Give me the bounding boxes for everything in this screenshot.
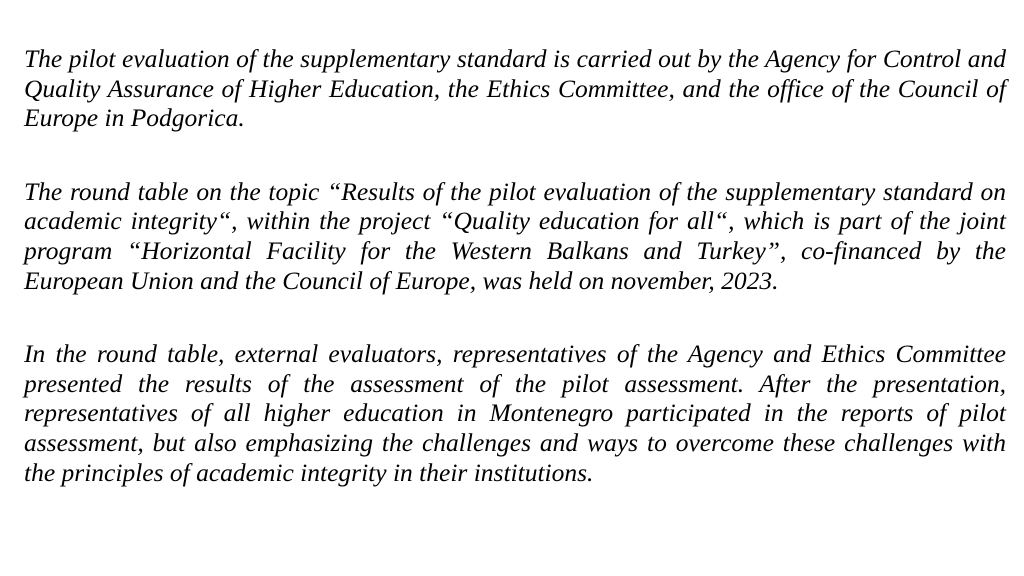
paragraph-round-table-topic: The round table on the topic “Results of the pilot evaluation of the supplementary standard on academic integrity“, within the project “Quality education for all“, which is part of the joint program “Horizontal Facility for the Western Balkans and Turkey”, co-financed by the European Union and the Council of Europe, was held on november, 2023. (24, 176, 1006, 295)
document-body (24, 44, 1006, 487)
paragraph-round-table-results: In the round table, external evaluators, representatives of the Agency and Ethics Committee presented the results of the assessment of the pilot assessment. After the presentation, representatives of all higher education in Montenegro participated in the reports of pilot assessment, but also emphasizing the challenges and ways to overcome these challenges with the principles of academic integrity in their institutions. (24, 339, 1006, 487)
paragraph-pilot-evaluation: The pilot evaluation of the supplementary standard is carried out by the Agency for Control and Quality Assurance of Higher Education, the Ethics Committee, and the office of the Council of Europe in Podgorica. (24, 44, 1006, 133)
